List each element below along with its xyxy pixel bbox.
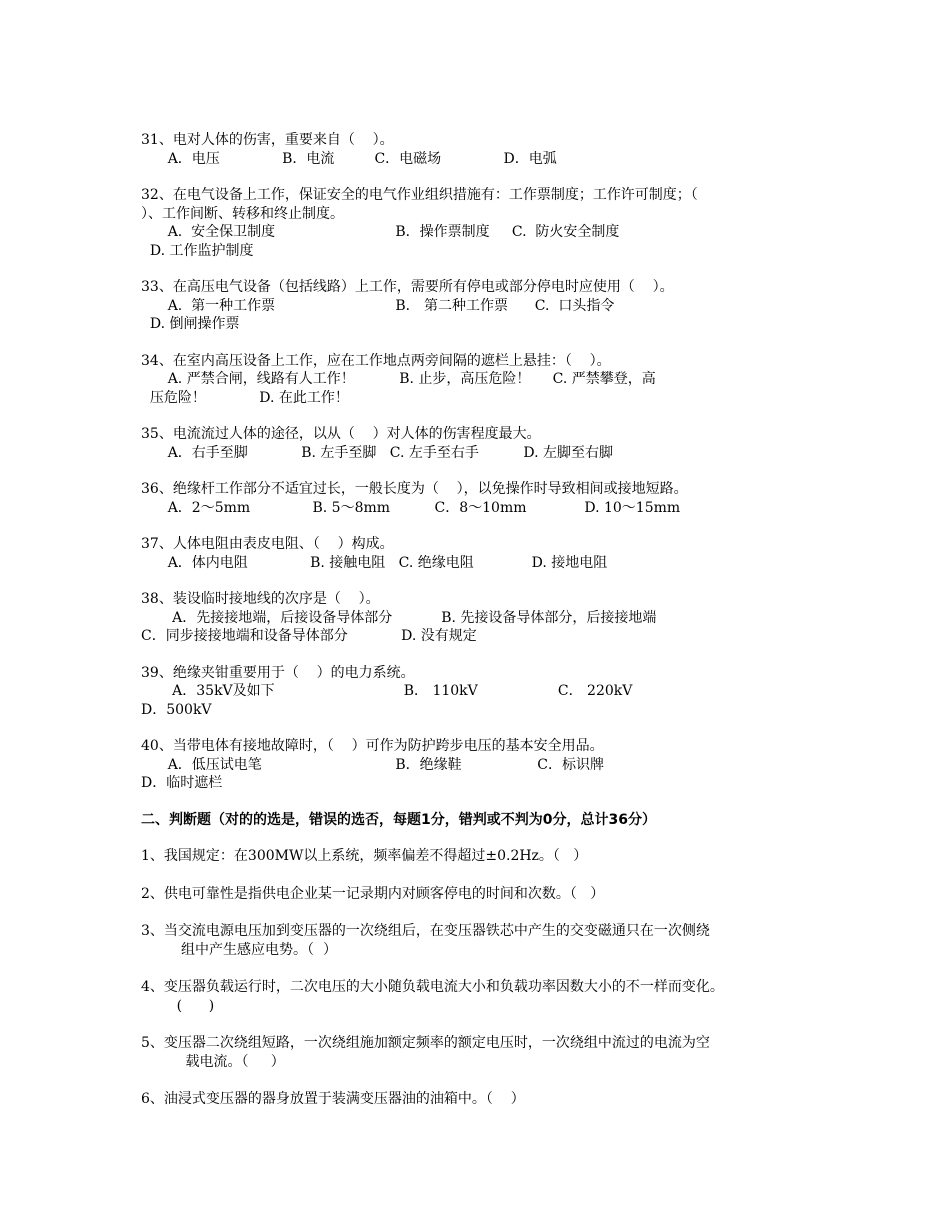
- question-stem: 35、电流流过人体的途径，以从（ ）对人体的伤害程度最大。: [141, 426, 541, 442]
- tf-question-6: [141, 1090, 813, 1109]
- question-40: [141, 737, 813, 793]
- tf-statement-continued: 组中产生感应电势。（ ）: [141, 941, 337, 958]
- question-options: A．体内电阻 B. 接触电阻 C. 绝缘电阻 D. 接地电阻: [141, 554, 608, 571]
- question-options: A．35kV及如下 B． 110kV C． 220kV: [141, 683, 633, 699]
- question-stem: 34、在室内高压设备上工作，应在工作地点两旁间隔的遮栏上悬挂：（ ）。: [141, 352, 611, 369]
- question-options-continued: D. 工作监护制度: [141, 242, 254, 259]
- question-38: [141, 590, 813, 646]
- tf-statement: 6、油浸式变压器的器身放置于装满变压器油的油箱中。（ ）: [141, 1091, 525, 1107]
- question-stem: 37、人体电阻由表皮电阻、（ ）构成。: [141, 536, 394, 552]
- question-stem: 40、当带电体有接地故障时，（ ）可作为防护跨步电压的基本安全用品。: [141, 738, 604, 754]
- tf-statement-continued: 载电流。（ ）: [141, 1053, 285, 1070]
- question-options: A. 安全保卫制度 B．操作票制度 C. 防火安全制度: [141, 224, 620, 240]
- question-37: [141, 535, 813, 572]
- question-options: A．电压 B．电流 C．电磁场 D．电弧: [141, 150, 557, 167]
- tf-statement: 5、变压器二次绕组短路，一次绕组施加额定频率的额定电压时，一次绕组中流过的电流为空: [141, 1035, 710, 1051]
- question-36: [141, 480, 813, 517]
- question-options-continued: D. 倒闸操作票: [141, 316, 240, 332]
- question-32: [141, 186, 813, 260]
- question-39: [141, 664, 813, 720]
- tf-statement: 4、变压器负载运行时，二次电压的大小随负载电流大小和负载功率因数大小的不一样而变化。: [141, 979, 724, 995]
- question-stem-continued: ）、工作间断、转移和终止制度。: [141, 205, 344, 222]
- question-stem: 36、绝缘杆工作部分不适宜过长，一般长度为（ ），以免操作时导致相间或接地短路。: [141, 481, 688, 497]
- question-options: A．2～5mm B. 5～8mm C．8～10mm D. 10～15mm: [141, 499, 681, 516]
- tf-question-3: [141, 922, 813, 959]
- question-options: A．右手至脚 B. 左手至脚 C. 左手至右手 D. 左脚至右脚: [141, 444, 613, 461]
- question-34: [141, 352, 813, 408]
- section-heading-true-false: 二、判断题（对的的选是，错误的选否，每题1分，错判或不判为0分，总计36分）: [141, 811, 656, 828]
- question-options-continued: C．同步接接地端和设备导体部分 D. 没有规定: [141, 628, 477, 644]
- question-stem: 33、在高压电气设备（包括线路）上工作，需要所有停电或部分停电时应使用（ ）。: [141, 279, 674, 295]
- tf-statement-continued: ( ): [141, 997, 215, 1014]
- question-35: [141, 425, 813, 462]
- question-options: A. 第一种工作票 B． 第二种工作票 C. 口头指令: [141, 297, 615, 314]
- question-33: [141, 278, 813, 334]
- question-options-continued: D．临时遮栏: [141, 775, 223, 791]
- tf-statement: 3、当交流电源电压加到变压器的一次绕组后，在变压器铁芯中产生的交变磁通只在一次侧绕: [141, 923, 710, 939]
- tf-question-2: [141, 885, 813, 904]
- tf-question-5: [141, 1034, 813, 1071]
- question-stem: 31、电对人体的伤害，重要来自（ ）。: [141, 132, 394, 148]
- question-options-continued: 压危险！ D. 在此工作！: [141, 389, 349, 406]
- question-options: A．先接接地端，后接设备导体部分 B. 先接设备导体部分，后接接地端: [141, 609, 657, 626]
- tf-statement: 2、供电可靠性是指供电企业某一记录期内对顾客停电的时间和次数。（ ）: [141, 885, 605, 902]
- question-31: [141, 131, 813, 168]
- tf-question-1: [141, 847, 813, 866]
- question-stem: 38、装设临时接地线的次序是（ ）。: [141, 591, 380, 607]
- question-stem: 32、在电气设备上工作，保证安全的电气作业组织措施有：工作票制度；工作许可制度；（: [141, 187, 698, 203]
- question-options-continued: D．500kV: [141, 701, 212, 718]
- tf-question-4: [141, 978, 813, 1015]
- question-options: A．低压试电笔 B．绝缘鞋 C．标识牌: [141, 756, 604, 773]
- question-stem: 39、绝缘夹钳重要用于（ ）的电力系统。: [141, 664, 415, 681]
- page-content: [141, 131, 813, 1128]
- question-options: A. 严禁合闸，线路有人工作！ B. 止步，高压危险！ C. 严禁攀登，高: [141, 371, 656, 387]
- tf-statement: 1、我国规定：在300MW以上系统，频率偏差不得超过±0.2Hz。（ ）: [141, 848, 588, 864]
